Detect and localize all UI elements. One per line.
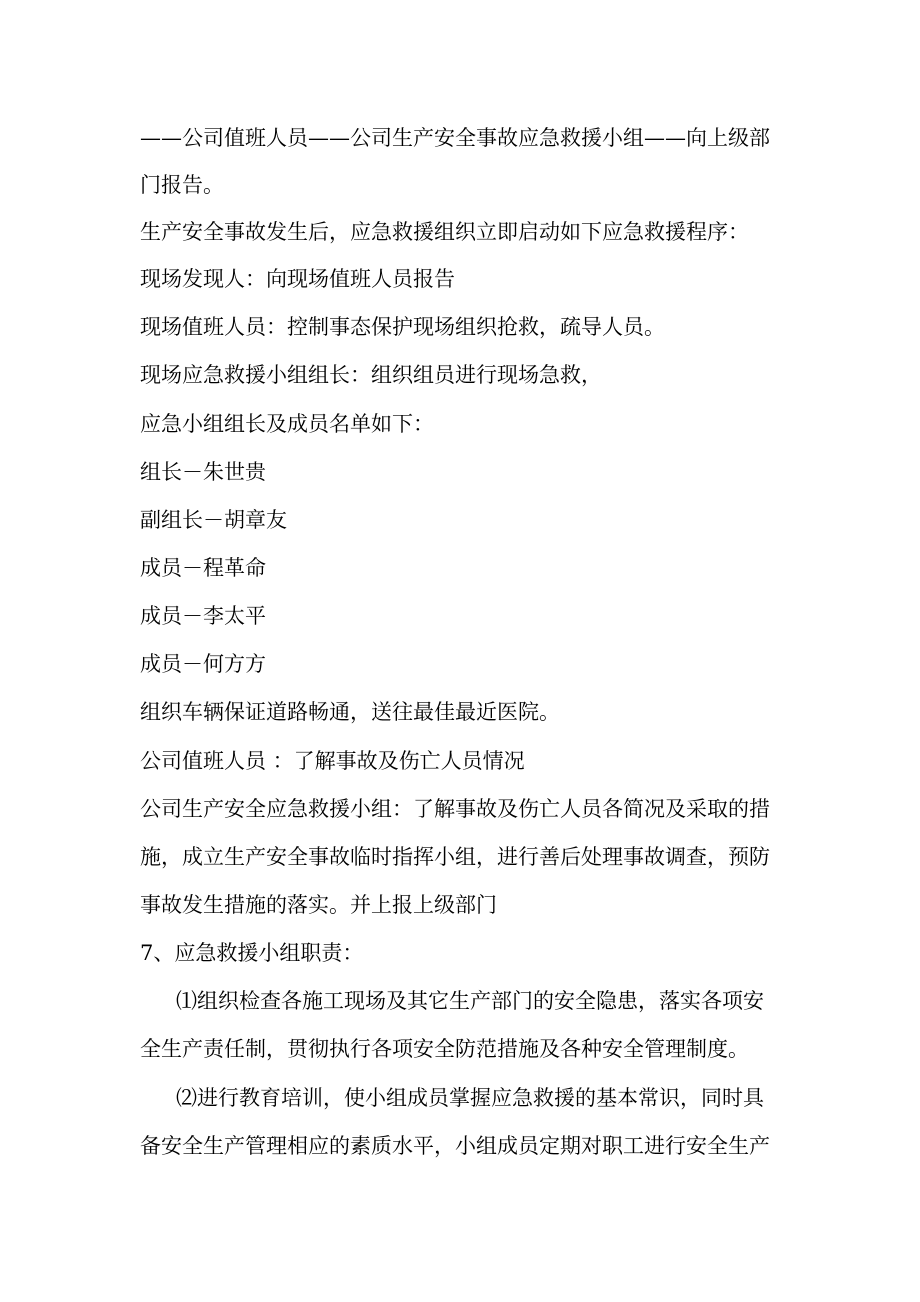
text-line: 7、应急救援小组职责： [140, 941, 364, 965]
text-line: ——公司值班人员——公司生产安全事故应急救援小组——向上级部 [140, 126, 770, 150]
text-line: 门报告。 [140, 173, 224, 197]
text-line: 公司值班人员 ：了解事故及伤亡人员情况 [140, 749, 525, 773]
text-line: 现场值班人员：控制事态保护现场组织抢救，疏导人员。 [140, 315, 665, 339]
text-line: ⑵进行教育培训，使小组成员掌握应急救援的基本常识，同时具 [176, 1086, 764, 1110]
text-line: 现场发现人：向现场值班人员报告 [140, 267, 455, 291]
text-line: 副组长－胡章友 [140, 508, 287, 532]
text-line: 成员－李太平 [140, 604, 266, 628]
text-line: 公司生产安全应急救援小组：了解事故及伤亡人员各简况及采取的措 [140, 797, 770, 821]
text-line: 应急小组组长及成员名单如下： [140, 412, 434, 436]
text-line: 成员－何方方 [140, 652, 266, 676]
text-line: 组长－朱世贵 [140, 460, 266, 484]
text-line: 生产安全事故发生后，应急救援组织立即启动如下应急救援程序： [140, 220, 749, 244]
text-line: 组织车辆保证道路畅通，送往最佳最近医院。 [140, 700, 560, 724]
text-line: 事故发生措施的落实。并上报上级部门 [140, 893, 497, 917]
text-line: 成员－程革命 [140, 556, 266, 580]
text-line: 全生产责任制，贯彻执行各项安全防范措施及各种安全管理制度。 [140, 1037, 749, 1061]
text-line: 备安全生产管理相应的素质水平，小组成员定期对职工进行安全生产 [140, 1134, 770, 1158]
text-line: ⑴组织检查各施工现场及其它生产部门的安全隐患，落实各项安 [176, 989, 764, 1013]
text-line: 施，成立生产安全事故临时指挥小组，进行善后处理事故调查，预防 [140, 845, 770, 869]
text-line: 现场应急救援小组组长：组织组员进行现场急救， [140, 363, 602, 387]
